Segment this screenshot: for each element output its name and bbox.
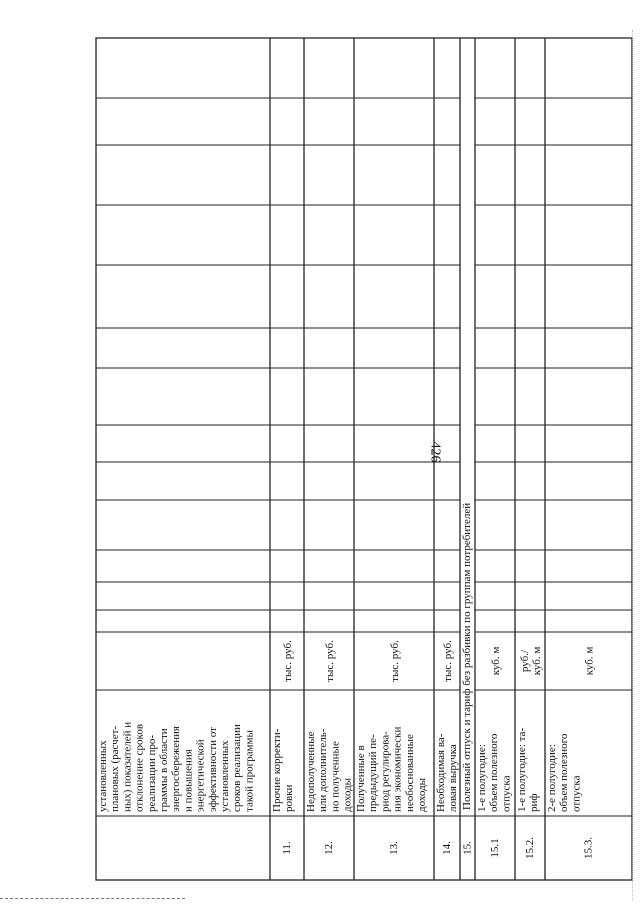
scan-margin-line	[632, 30, 633, 900]
unit-text: тыс. руб.	[389, 640, 401, 682]
row-number: 15.3.	[582, 837, 595, 859]
indicator-text: риф	[528, 793, 541, 812]
row-number: 11.	[281, 841, 293, 855]
indicator-text: ния экономически	[391, 726, 404, 812]
row-number: 13.	[388, 841, 400, 855]
indicator-text: и повышения	[182, 749, 195, 812]
indicator-text: Необходимая ва-	[435, 733, 447, 812]
scan-edge-line	[0, 898, 185, 899]
indicator-text: отпуска	[500, 775, 513, 812]
row-number: 15.	[461, 841, 474, 855]
indicator-text: необоснованные	[403, 734, 416, 812]
unit-text: руб./	[518, 649, 531, 673]
indicator-text: плановых (расчет-	[109, 725, 122, 812]
indicator-text: энергосбережения	[170, 726, 183, 812]
unit-text: куб. м	[531, 646, 544, 676]
indicator-text: доходы	[341, 777, 354, 812]
indicator-text: объем полезного	[488, 733, 501, 812]
indicator-text: или дополнитель-	[317, 728, 330, 812]
indicator-text: ных) показателей и	[121, 721, 134, 812]
indicator-text: ровки	[283, 784, 296, 812]
page-number: 426	[427, 441, 443, 463]
unit-text: тыс. руб.	[282, 640, 294, 682]
indicator-text: отклонение сроков	[133, 723, 146, 812]
indicator-text: сроков реализации	[231, 724, 244, 812]
indicator-text: ловая выручка	[447, 744, 460, 812]
unit-text: куб. м	[490, 646, 502, 676]
indicator-text: отпуска	[570, 775, 583, 812]
indicator-text: предыдущий пе-	[367, 734, 380, 812]
indicator-text: Недополученные	[305, 731, 317, 812]
row-number: 15.1	[489, 838, 501, 858]
unit-text: тыс. руб.	[324, 640, 336, 682]
indicator-text: Полученные в	[355, 745, 367, 812]
indicator-text: 1-е полугодие: та-	[516, 727, 528, 812]
indicator-text: но полученные	[329, 741, 342, 812]
indicator-text: реализации про-	[145, 734, 158, 812]
row-number: 15.2.	[524, 837, 536, 859]
indicator-text: установленных	[97, 740, 109, 812]
indicator-text: установленных	[219, 740, 231, 812]
indicator-text: Полезный отпуск и тариф без разбивки по группам потребителей	[461, 502, 473, 810]
unit-text: тыс. руб.	[442, 640, 454, 682]
indicator-text: объем полезного	[558, 733, 571, 812]
row-number: 14.	[441, 841, 453, 855]
indicator-text: риод регулирова-	[379, 731, 392, 812]
indicator-text: доходы	[416, 777, 428, 812]
indicator-text: 1-е полугодие:	[476, 744, 488, 812]
row-number: 12.	[323, 841, 335, 855]
indicator-text: 2-е полугодие:	[546, 744, 558, 812]
indicator-text: граммы в области	[158, 728, 170, 812]
indicator-text: Прочие корректи-	[271, 728, 283, 812]
unit-text: куб. м	[583, 646, 596, 676]
indicator-text: энергетической	[194, 739, 207, 812]
indicator-text: эффективности от	[206, 727, 219, 812]
indicator-text: такой программы	[243, 730, 256, 812]
